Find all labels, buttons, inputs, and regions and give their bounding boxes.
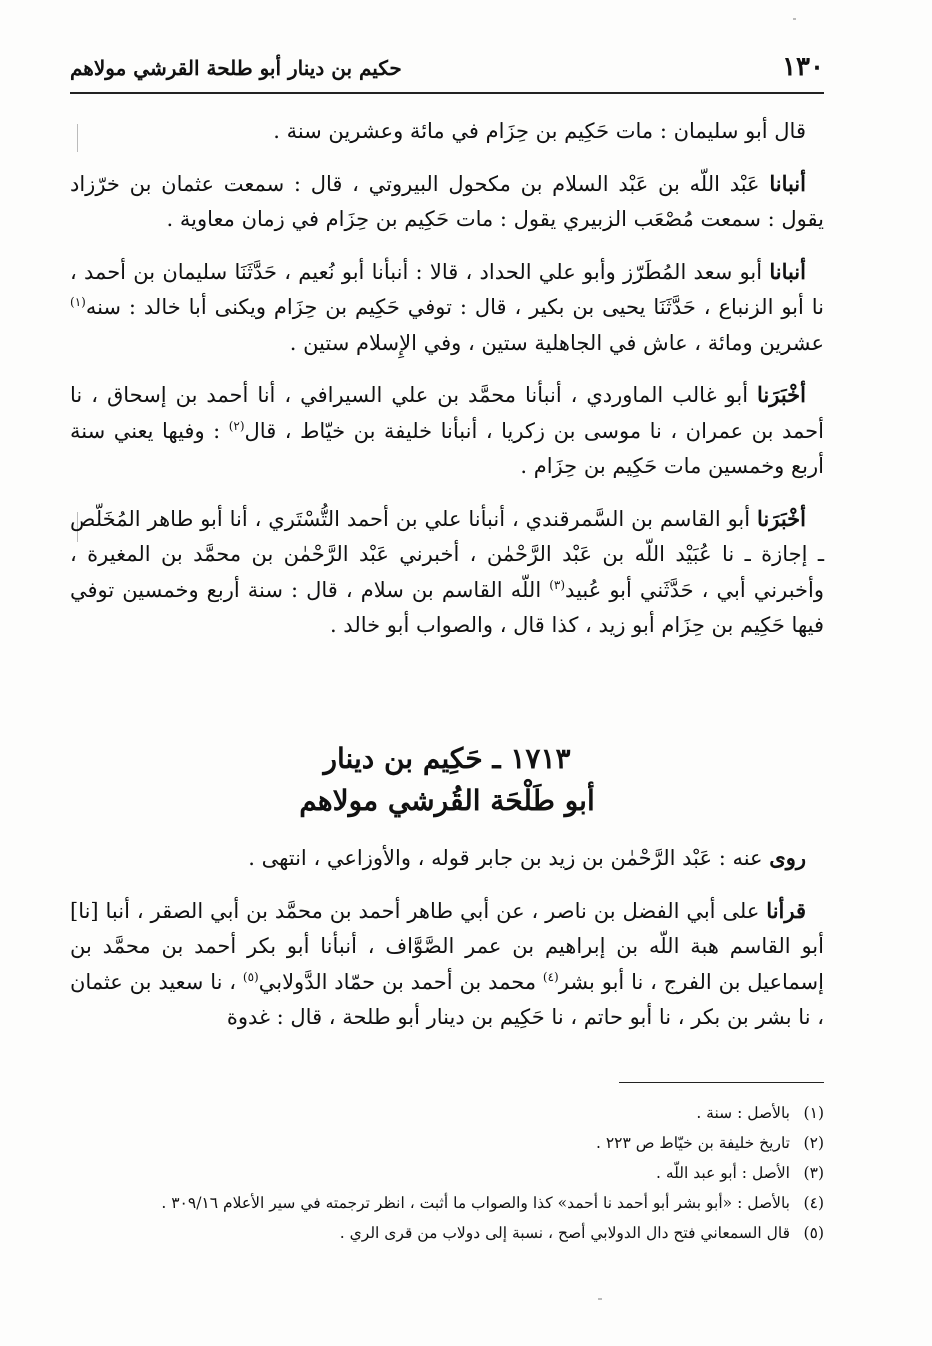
footnote-ref: (٤) <box>542 969 559 984</box>
body-text-top <box>70 114 824 644</box>
footnote-ref: (٥) <box>242 969 259 984</box>
footnote-separator <box>619 1082 824 1083</box>
footnote: (٤)بالأصل : «أبو بشر أبو أحمد نا أحمد» كذا والصواب ما أثبت ، انظر ترجمته في سير الأعلام ٣٠٩/١٦ . <box>161 1194 824 1212</box>
footnote-ref: (١) <box>70 295 86 309</box>
paragraph: أنبانا أبو سعد المُطَرّز وأبو علي الحداد ، قالا : أنبأنا أبو نُعيم ، حَدَّثَنَا سليمان بن أحمد ، نا أبو الزنباع ، حَدَّثَنَا يحيى بن بكير ، قال : توفي حَكِيم بن حِزَام ويكنى أبا خالد : سنه$^{(١)}$ عشرين ومائة ، عاش في الجاهلية ستين ، وفي الإِسلام ستين . <box>70 258 824 355</box>
footnote-ref: (٣) <box>549 577 566 592</box>
footnote: (٣)الأصل : أبو عبد اللّه . <box>656 1164 824 1182</box>
footnotes <box>70 1098 824 1248</box>
paragraph: أنبانا عَبْد اللّه بن عَبْد السلام بن مكحول البيروتي ، قال : سمعت عثمان بن خرّزاد يقول : سمعت مُصْعَب الزبيري يقول : مات حَكِيم بن حِزَام في زمان معاوية . <box>70 170 824 231</box>
scan-speck <box>793 18 796 20</box>
header-rule <box>70 92 824 94</box>
footnote: (٢)تاريخ خليفة بن خيّاط ص ٢٢٣ . <box>595 1134 824 1152</box>
entry-heading-line2: أبو طَلْحَة القُرشي مولاهم <box>299 784 595 817</box>
entry-heading-line1: ١٧١٣ ـ حَكِيم بن دينار <box>323 742 571 775</box>
body-text-bottom <box>70 840 824 1036</box>
scan-speck <box>598 1298 602 1300</box>
paragraph: روى عنه : عَبْد الرَّحْمٰن بن زيد بن جابر قوله ، والأوزاعي ، انتهى . <box>248 845 806 870</box>
paragraph: أخْبَرَنا أبو القاسم بن السَّمرقندي ، أنبأنا علي بن أحمد التُّسْتَري ، أنا أبو طاهر المُخَلّص ـ إجازة ـ نا عُبَيْد اللّه بن عَبْد الرَّحْمٰن ، أخبرني عَبْد الرَّحْمٰن بن محمَّد بن المغيرة ، وأخبرني أبي ، حَدَّثَني أبو عُبيد$^{(٣)}$ اللّه القاسم بن سلام ، قال : سنة أربع وخمسين توفي فيها حَكِيم بن حِزَام أبو زيد ، كذا قال ، والصواب أبو خالد . <box>70 505 824 637</box>
page-number: ١٣٠ <box>782 52 824 82</box>
paragraph: أخْبَرَنا أبو غالب الماوردي ، أنبأنا محمَّد بن علي السيرافي ، أنا أحمد بن إسحاق ، نا أحمد بن عمران ، نا موسى بن زكريا ، أنبأنا خليفة بن خيّاط ، قال$^{(٢)}$ : وفيها يعني سنة أربع وخمسين مات حَكِيم بن حِزَام . <box>70 382 824 478</box>
footnote-ref: (٢) <box>228 418 245 433</box>
entry-heading <box>70 738 824 822</box>
footnote: (١)بالأصل : سنة . <box>696 1104 824 1122</box>
paragraph: قال أبو سليمان : مات حَكِيم بن حِزَام في مائة وعشرين سنة . <box>273 119 806 143</box>
page-header <box>70 52 824 90</box>
paragraph: قرأنا على أبي الفضل بن ناصر ، عن أبي طاهر أحمد بن محمَّد بن أبي الصقر ، أنبا [نا] أبو القاسم هبة اللّه بن إبراهيم بن عمر الصَّوَّاف ، أنبأنا أبو بكر أحمد بن محمَّد بن إسماعيل بن الفرج ، نا أبو بشر$^{(٤)}$ محمد بن أحمد بن حمّاد الدَّولابي$^{(٥)}$ ، نا سعيد بن عثمان ، نا بشر بن بكر ، نا أبو حاتم ، نا حَكِيم بن دينار أبو طلحة ، قال : غدوة <box>70 897 824 1029</box>
footnote: (٥)قال السمعاني فتح دال الدولابي أصح ، نسبة إلى دولاب من قرى الري . <box>339 1224 824 1242</box>
running-title: حكيم بن دينار أبو طلحة القرشي مولاهم <box>70 56 402 80</box>
